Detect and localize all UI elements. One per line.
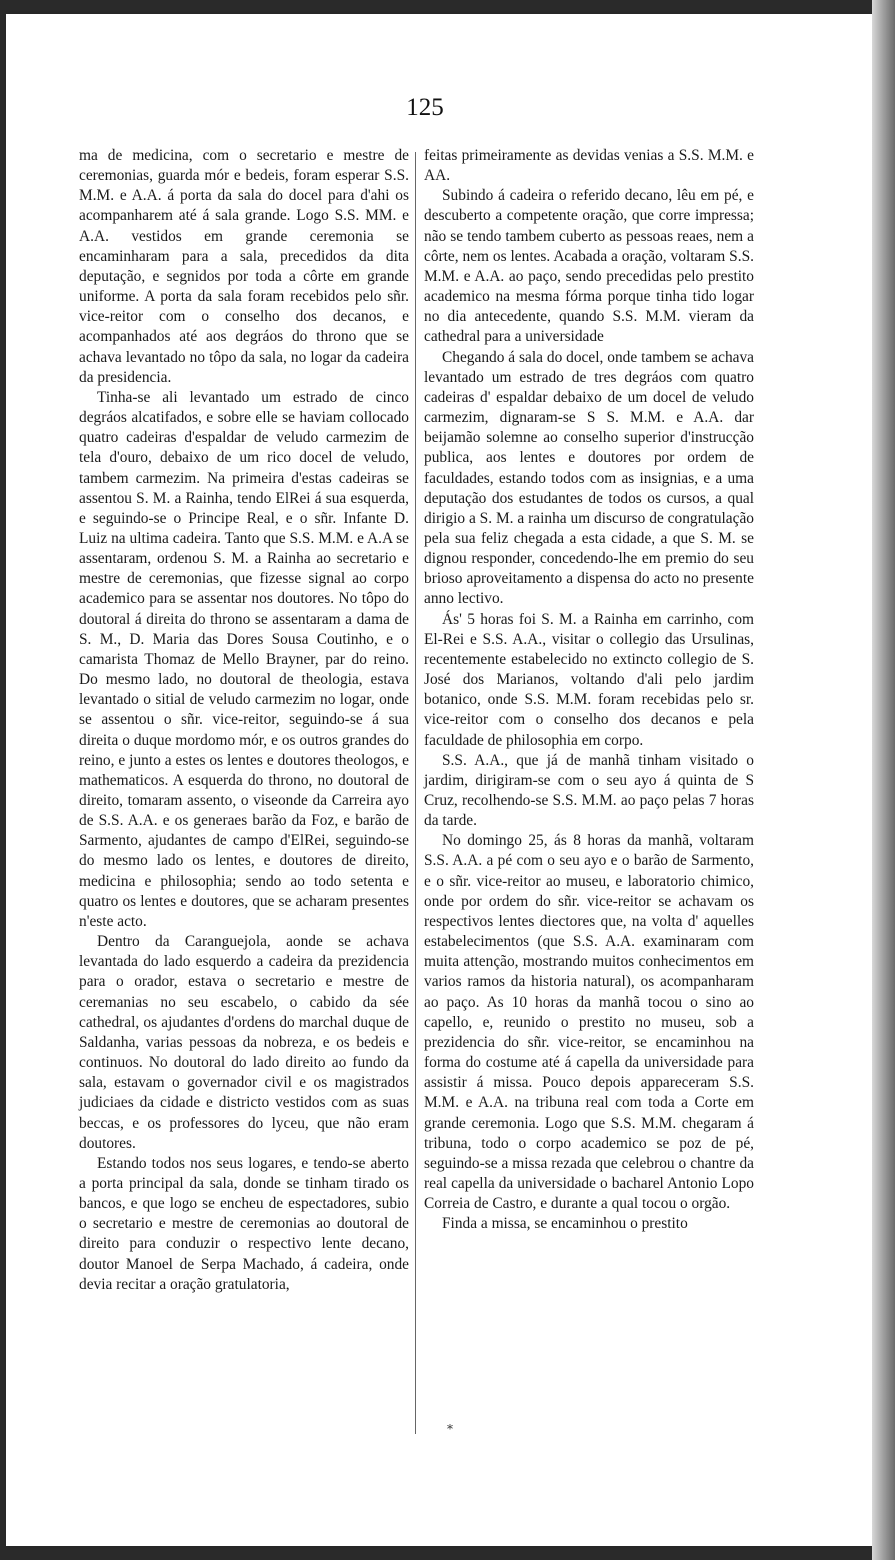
paragraph: Chegando á sala do docel, onde tambem se achava levantado um estrado de tres degráos com quatro cadeiras d' espaldar debaixo de um docel de veludo carmezim, dignaram-se S S. M.M. e A.A. dar beijamão solemne ao conselho superior d'instrucção publica, aos lentes e doutores por ordem de faculdades, estando todos com as insignias, e a uma deputação dos estudantes de todos os cursos, a qual dirigio a S. M. a rainha um discurso de congratulação pela sua feliz chegada a esta cidade, a que S. M. se dignou responder, concedendo-lhe em premio do seu brioso aproveitamento a dispensa do acto no presente anno lectivo. [424, 348, 754, 608]
column-divider [415, 152, 416, 1434]
paragraph: Subindo á cadeira o referido decano, lêu em pé, e descuberto a competente oração, que corre impressa; não se tendo tambem cuberto as pessoas reaes, nem a côrte, nem os lentes. Acabada a oração, voltaram S.S. M.M. e A.A. ao paço, sendo precedidas pelo prestito academico na mesma fórma porque tinha tido logar no dia antecedente, quando S.S. M.M. vieram da cathedral para a universidade [424, 187, 754, 346]
paragraph: S.S. A.A., que já de manhã tinham visitado o jardim, dirigiram-se com o seu ayo á quinta de S Cruz, recolhendo-se S.S. M.M. ao paço pelas 7 horas da tarde. [424, 751, 754, 830]
page-number: 125 [406, 94, 444, 121]
paragraph: feitas primeiramente as devidas venias a S.S. M.M. e AA. [424, 147, 754, 185]
footer-ornament: * [447, 1422, 453, 1436]
book-edge [872, 0, 895, 1560]
book-page [6, 14, 872, 1546]
paragraph: Estando todos nos seus logares, e tendo-se aberto a porta principal da sala, donde se tinham tirado os bancos, e que logo se encheu de espectadores, subio o secretario e mestre de ceremonias ao doutoral de direito para conduzir o respectivo lente decano, doutor Manoel de Serpa Machado, á cadeira, onde devia recitar a oração gratulatoria, [79, 1154, 409, 1293]
paragraph: ma de medicina, com o secretario e mestre de ceremonias, guarda mór e bedeis, foram esperar S.S. M.M. e A.A. á porta da sala do docel para d'ahi os acompanharem até á sala grande. Logo S.S. MM. e A.A. vestidos em grande ceremonia se encaminharam para a sala, precedidos da dita deputação, e segnidos por toda a côrte em grande uniforme. A porta da sala foram recebidos pelo sñr. vice-reitor com o conselho dos decanos, e acompanhados até aos degráos do throno que se achava levantado no tôpo da sala, no logar da cadeira da presidencia. [79, 147, 409, 386]
paragraph: No domingo 25, ás 8 horas da manhã, voltaram S.S. A.A. a pé com o seu ayo e o barão de Sarmento, e o sñr. vice-reitor ao museu, e laboratorio chimico, onde por ordem do sñr. vice-reitor se achavam os respectivos lentes diectores que, na volta d' aquelles estabelecimentos (que S.S. A.A. examinaram com muita attenção, mostrando muitos conhecimentos em varios ramos da historia natural), os acompanharam ao paço. As 10 horas da manhã tocou o sino ao capello, e, reunido o prestito no museu, sob a prezidencia do sñr. vice-reitor, se encaminhou na forma do costume até á capella da universidade para assistir á missa. Pouco depois appareceram S.S. M.M. e A.A. na tribuna real com toda a Corte em grande ceremonia. Logo que S.S. M.M. chegaram á tribuna, todo o corpo academico se poz de pé, seguindo-se a missa rezada que celebrou o chantre da real capella da universidade o bacharel Antonio Lopo Correia de Castro, e durante a qual tocou o orgão. [424, 832, 754, 1213]
paragraph: Ás' 5 horas foi S. M. a Rainha em carrinho, com El-Rei e S.S. A.A., visitar o collegio das Ursulinas, recentemente estabelecido no extincto collegio de S. José dos Marianos, voltando d'ali pelo jardim botanico, onde S.S. M.M. foram recebidas pelo sr. vice-reitor com o conselho dos decanos e pela faculdade de philosophia em corpo. [424, 610, 754, 749]
paragraph: Tinha-se ali levantado um estrado de cinco degráos alcatifados, e sobre elle se haviam collocado quatro cadeiras d'espaldar de veludo carmezim de tela d'ouro, debaixo de um rico docel de veludo, tambem carmezim. Na primeira d'estas cadeiras se assentou S. M. a Rainha, tendo ElRei á sua esquerda, e seguindo-se o Principe Real, e o sñr. Infante D. Luiz na ultima cadeira. Tanto que S.S. M.M. e A.A se assentaram, ordenou S. M. a Rainha ao secretario e mestre de ceremonias, que fizesse signal ao corpo academico para se assentar nos doutores. No tôpo do doutoral á direita do throno se assentaram a dama de S. M., D. Maria das Dores Sousa Coutinho, e o camarista Thomaz de Mello Brayner, par do reino. Do mesmo lado, no doutoral de theologia, estava levantado o sitial de veludo carmezim no logar, onde se assentou o sñr. vice-reitor, seguindo-se á sua direita o duque mordomo mór, e os outros grandes do reino, e junto a estes os lentes e doutores theologos, e mathematicos. A esquerda do throno, no doutoral de direito, tomaram assento, o viseonde da Carreira ayo de S.S. A.A. e os generaes barão da Foz, e barão de Sarmento, ajudantes de campo d'ElRei, seguindo-se do mesmo lado os lentes, e doutores de direito, medicina e philosophia; sendo ao todo setenta e quatro os lentes e doutores, que se acharam presentes n'este acto. [79, 388, 409, 930]
left-column [79, 146, 409, 1295]
paragraph: Dentro da Caranguejola, aonde se achava levantada do lado esquerdo a cadeira da prezidencia para o orador, estava o secretario e mestre de ceremanias no seu escabelo, o cabido da sée cathedral, os ajudantes d'ordens do marchal duque de Saldanha, varias pessoas da nobreza, e os bedeis e continuos. No doutoral do lado direito ao fundo da sala, estavam o governador civil e os magistrados judiciaes da cidade e districto vestidos com as suas beccas, e os professores do lyceu, que não eram doutores. [79, 933, 409, 1152]
right-column [424, 146, 754, 1234]
paragraph: Finda a missa, se encaminhou o prestito [442, 1215, 688, 1233]
